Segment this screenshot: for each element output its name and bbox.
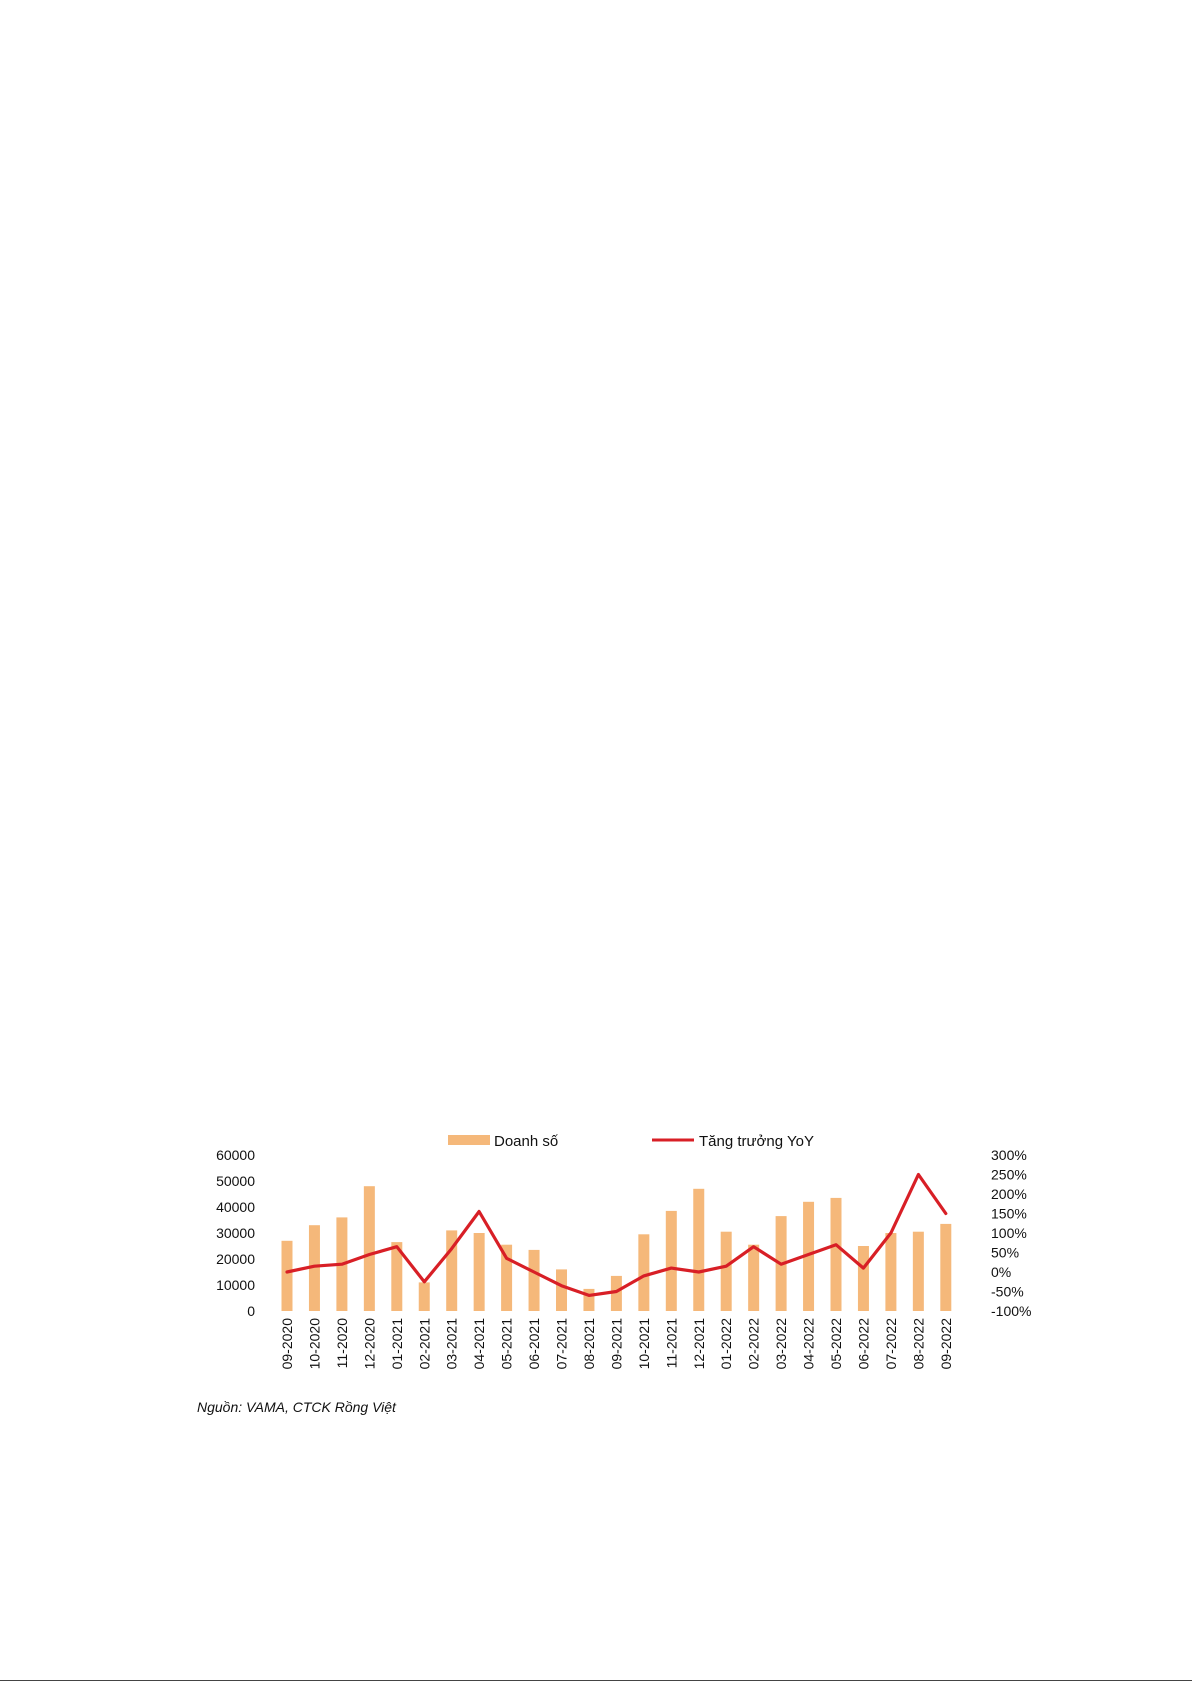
x-tick-label: 10-2021 bbox=[635, 1318, 652, 1370]
right-tick-label: 250% bbox=[991, 1166, 1027, 1183]
left-axis bbox=[216, 1147, 255, 1319]
x-tick-label: 07-2021 bbox=[553, 1318, 570, 1370]
left-tick-label: 50000 bbox=[216, 1173, 255, 1189]
bar bbox=[858, 1246, 869, 1311]
bar bbox=[721, 1232, 732, 1311]
legend-label-bar: Doanh số bbox=[494, 1133, 559, 1150]
x-tick-label: 11-2021 bbox=[663, 1318, 680, 1369]
x-tick-label: 09-2021 bbox=[608, 1318, 625, 1370]
x-tick-label: 04-2022 bbox=[800, 1318, 817, 1370]
legend-swatch-bar bbox=[448, 1135, 490, 1145]
bar bbox=[831, 1198, 842, 1311]
bar bbox=[885, 1233, 896, 1311]
bar bbox=[693, 1189, 704, 1311]
right-tick-label: 100% bbox=[991, 1225, 1027, 1241]
x-tick-label: 09-2022 bbox=[937, 1318, 954, 1370]
x-tick-label: 03-2021 bbox=[443, 1318, 460, 1370]
x-tick-label: 03-2022 bbox=[773, 1318, 790, 1370]
bar bbox=[529, 1250, 540, 1311]
right-tick-label: 0% bbox=[991, 1264, 1012, 1280]
x-tick-label: 06-2022 bbox=[855, 1318, 872, 1370]
x-tick-label: 10-2020 bbox=[306, 1318, 323, 1370]
x-tick-label: 02-2022 bbox=[745, 1318, 762, 1370]
x-tick-label: 08-2021 bbox=[580, 1318, 597, 1370]
left-tick-label: 30000 bbox=[216, 1225, 255, 1241]
right-tick-label: 50% bbox=[991, 1244, 1020, 1261]
x-tick-label: 04-2021 bbox=[471, 1318, 488, 1370]
bar bbox=[556, 1269, 567, 1311]
legend-label-line: Tăng trưởng YoY bbox=[699, 1133, 814, 1150]
bar bbox=[638, 1234, 649, 1311]
bar bbox=[419, 1282, 430, 1311]
bar bbox=[364, 1186, 375, 1311]
right-tick-label: -100% bbox=[991, 1303, 1032, 1319]
right-tick-label: 150% bbox=[991, 1205, 1027, 1222]
x-tick-label: 07-2022 bbox=[882, 1318, 899, 1370]
bar bbox=[282, 1241, 293, 1311]
x-tick-label: 06-2021 bbox=[526, 1318, 543, 1370]
left-tick-label: 60000 bbox=[216, 1147, 255, 1163]
left-tick-label: 10000 bbox=[216, 1277, 255, 1293]
bar bbox=[748, 1245, 759, 1311]
right-tick-label: 300% bbox=[991, 1147, 1027, 1163]
x-tick-label: 12-2020 bbox=[361, 1318, 378, 1370]
page-bottom-rule bbox=[0, 1680, 1192, 1681]
right-axis bbox=[991, 1147, 1031, 1319]
x-axis bbox=[279, 1318, 954, 1370]
x-tick-label: 09-2020 bbox=[279, 1318, 295, 1370]
right-tick-label: -50% bbox=[991, 1283, 1024, 1300]
source-note: Nguồn: VAMA, CTCK Rồng Việt bbox=[197, 1399, 396, 1415]
x-tick-label: 02-2021 bbox=[416, 1318, 433, 1370]
bar bbox=[583, 1289, 594, 1311]
bar bbox=[913, 1232, 924, 1311]
x-tick-label: 01-2021 bbox=[388, 1318, 405, 1370]
x-tick-label: 08-2022 bbox=[910, 1318, 927, 1370]
left-tick-label: 40000 bbox=[216, 1199, 255, 1215]
right-tick-label: 200% bbox=[991, 1186, 1027, 1202]
x-tick-label: 12-2021 bbox=[690, 1318, 707, 1370]
bar bbox=[474, 1233, 485, 1311]
left-tick-label: 20000 bbox=[216, 1251, 255, 1267]
x-tick-label: 05-2021 bbox=[498, 1318, 515, 1370]
x-tick-label: 11-2020 bbox=[333, 1318, 350, 1369]
x-tick-label: 01-2022 bbox=[718, 1318, 735, 1370]
bar bbox=[940, 1224, 951, 1311]
bar bbox=[666, 1211, 677, 1311]
left-tick-label: 0 bbox=[247, 1303, 255, 1319]
chart-legend bbox=[448, 1133, 814, 1150]
x-tick-label: 05-2022 bbox=[828, 1318, 844, 1370]
